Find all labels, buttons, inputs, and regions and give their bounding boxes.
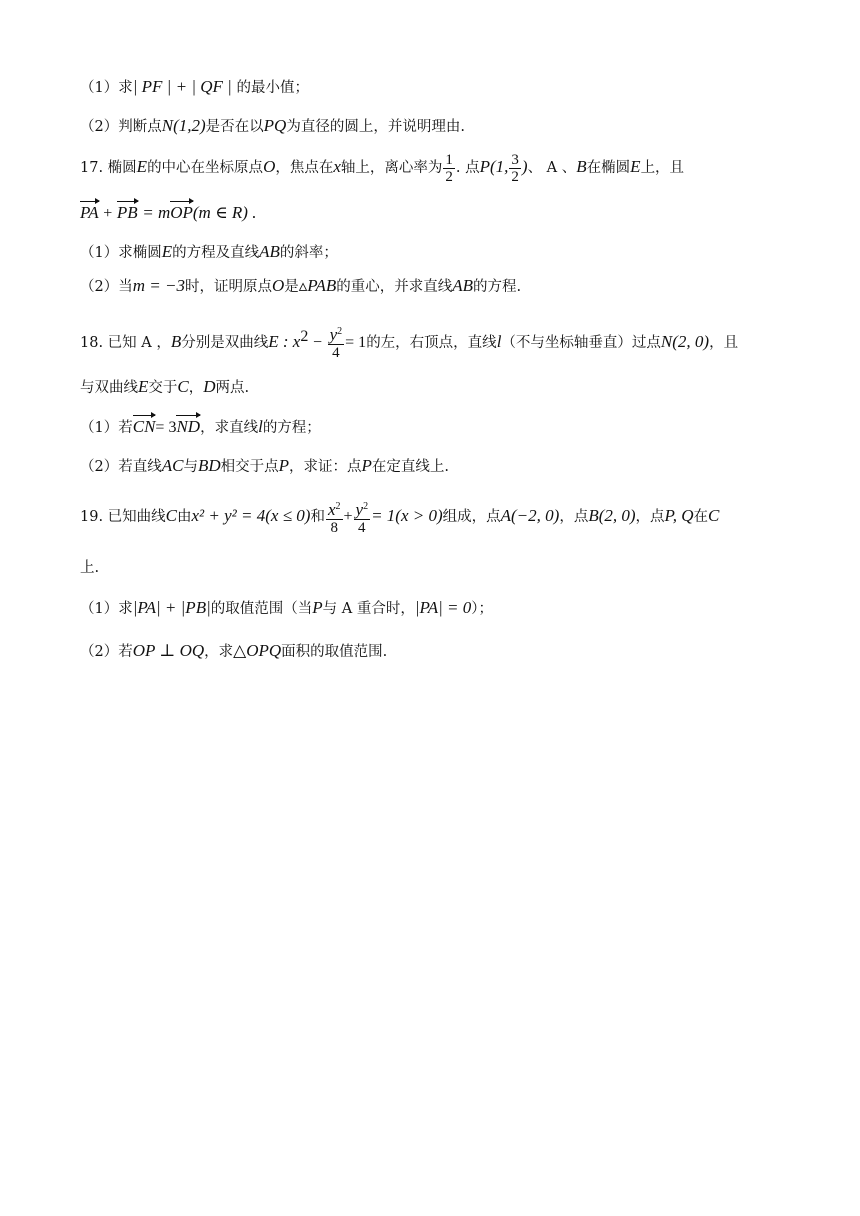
q17-vector-pb: PB — [116, 203, 138, 222]
q18-text-4: （不与坐标轴垂直）过点 — [501, 334, 661, 351]
q18-equals-1: = 1 — [345, 333, 367, 351]
q19-circle-equation: x² + y² = 4(x ≤ 0) — [191, 506, 311, 525]
q17-text-6: 、 A 、 — [527, 160, 577, 176]
q19-text-5: ，点 — [559, 509, 589, 525]
q17-point-p-close: ) — [521, 157, 528, 176]
q18-vector-nd: ND — [176, 417, 201, 436]
q16-segment-pq: PQ — [263, 116, 287, 135]
q19-ellipse-tail: = 1(x > 0) — [371, 506, 443, 525]
q18-symbol-d: D — [203, 377, 216, 396]
q18-vector-cn: CN — [132, 417, 156, 436]
q18-exp-2: 2 — [300, 328, 309, 345]
q16-part1-prefix: （1）求 — [80, 80, 133, 96]
q17-plus: + — [103, 205, 113, 222]
q17-eccentricity-fraction — [443, 152, 455, 185]
q17-point-p-fraction — [509, 152, 521, 185]
q16-point-n: N(1,2) — [161, 116, 206, 135]
q17-number: 17. — [80, 160, 104, 176]
q16-part1 — [80, 76, 780, 99]
q19-part1 — [80, 597, 780, 620]
q18-line2-a: 与双曲线 — [80, 380, 138, 396]
q19-y-fraction — [354, 499, 371, 536]
q17-part1-suffix: 的斜率； — [279, 245, 338, 261]
q19-text-7: 在 — [693, 509, 709, 525]
q19-part2 — [80, 640, 780, 663]
q18-text-2: 分别是双曲线 — [181, 334, 269, 351]
q17-part2-ab: AB — [452, 276, 474, 295]
q19-symbol-c-2: C — [708, 506, 720, 525]
q16-part1-expr: | PF | + | QF | — [132, 77, 232, 96]
q18-symbol-c: C — [177, 377, 189, 396]
q19-part2-end: 面积的取值范围. — [281, 644, 388, 660]
q16-part2 — [80, 115, 780, 138]
q19-x-denominator: 8 — [330, 519, 338, 536]
q19-text-4: 组成，点 — [442, 509, 501, 525]
q17-p-denominator: 2 — [511, 168, 519, 185]
q17-part1-prefix: （1）求椭圆 — [80, 245, 162, 261]
q17-part2-mid: 时，证明原点 — [184, 279, 272, 295]
q19-points-pq: P, Q — [664, 506, 694, 525]
q17-text-8: 上，且 — [640, 160, 685, 176]
q17-p-numerator: 3 — [511, 151, 519, 168]
q17-text-3: ，焦点在 — [275, 160, 334, 176]
q18-point-p: P — [278, 456, 290, 475]
q17-ecc-numerator: 1 — [445, 151, 453, 168]
q19-abs-zero: |PA| = 0 — [414, 598, 472, 617]
q18-point-n: N(2, 0) — [660, 331, 710, 351]
q19-y-exp: 2 — [363, 500, 369, 512]
q17-text-4: 轴上，离心率为 — [340, 160, 443, 176]
q18-minus: − — [312, 333, 322, 351]
q18-part2-mid: 与 — [183, 459, 198, 475]
q18-part1-suffix: ，求直线 — [200, 420, 259, 436]
q17-symbol-b: B — [576, 157, 587, 176]
q17-symbol-e-2: E — [630, 157, 641, 176]
q17-symbol-o: O — [263, 157, 276, 176]
q17-vector-op: OP — [170, 203, 193, 222]
q19-number: 19. — [80, 509, 104, 525]
q19-part1-mid: 的取值范围（当 — [210, 601, 313, 617]
q19-abs-sum: |PA| + |PB| — [132, 598, 211, 617]
q18-y-numerator: y — [329, 325, 338, 345]
q17-part1 — [80, 241, 780, 264]
q18-symbol-b: B — [170, 331, 182, 351]
q19-stem-line1 — [80, 496, 780, 537]
q18-stem-line1 — [80, 318, 780, 362]
q17-part2-o: O — [271, 276, 285, 295]
q19-part2-mid: ，求 — [204, 644, 234, 660]
q17-ecc-denominator: 2 — [445, 168, 453, 185]
q17-text-1: 椭圆 — [107, 160, 137, 176]
q18-text-3: 的左，右顶点，直线 — [366, 334, 497, 351]
q17-part2-mid2: 是 — [284, 279, 299, 295]
q18-part1 — [80, 416, 780, 439]
q18-part1-prefix: （1）若 — [80, 420, 133, 436]
q16-part2-mid: 是否在以 — [205, 119, 264, 135]
q19-point-a: A(−2, 0) — [500, 506, 560, 525]
q19-text-6: ，点 — [635, 509, 665, 525]
q18-line-bd: BD — [197, 456, 221, 475]
q19-part2-prefix: （2）若 — [80, 644, 133, 660]
q17-part1-ab: AB — [259, 242, 280, 261]
q16-part2-prefix: （2）判断点 — [80, 119, 162, 135]
q19-part1-mid2: 与 A 重合时， — [322, 601, 415, 617]
q19-y-denominator: 4 — [358, 519, 366, 536]
q18-stem-line2 — [80, 376, 780, 399]
q18-part2-suffix: ，求证：点 — [289, 459, 362, 475]
q18-part2-mid2: 相交于点 — [220, 459, 279, 475]
q17-vector-equation — [80, 202, 780, 225]
q17-symbol-e: E — [136, 157, 148, 176]
q19-stem-line2 — [80, 557, 780, 579]
q19-text-1: 已知曲线 — [107, 509, 166, 525]
q18-y-denominator: 4 — [332, 345, 340, 362]
q18-text-1: 已知 A ， — [107, 334, 171, 351]
q18-line2-b: 交于 — [148, 380, 178, 396]
q19-point-p: P — [312, 598, 323, 617]
q17-part1-mid: 的方程及直线 — [172, 245, 260, 261]
q18-text-5: ，且 — [709, 334, 739, 351]
q18-symbol-e: E — [138, 377, 149, 396]
q17-text-7: 在椭圆 — [586, 160, 631, 176]
q19-text-2: 由 — [177, 509, 192, 525]
q19-perpendicular: OP ⊥ OQ — [132, 641, 205, 660]
q18-hyperbola-lhs: E : x — [268, 331, 301, 351]
q17-part1-e: E — [161, 242, 173, 261]
q17-triangle-pab: ▵PAB — [298, 276, 337, 295]
q19-triangle-opq: △OPQ — [233, 641, 282, 660]
q19-part1-end: ）； — [471, 601, 493, 617]
q19-text-3: 和 — [310, 509, 325, 525]
q18-part1-l: l — [258, 417, 263, 436]
q19-point-b: B(2, 0) — [588, 506, 636, 525]
q19-x-numerator: x — [327, 499, 336, 519]
q19-x-exp: 2 — [335, 500, 341, 512]
q17-text-5: . 点 — [455, 160, 480, 176]
q19-line2: 上. — [80, 560, 100, 576]
q19-plus: + — [343, 508, 353, 525]
q18-line2-c: ， — [188, 380, 204, 396]
q17-vector-pa: PA — [80, 203, 99, 222]
q18-number: 18. — [80, 334, 104, 351]
q18-point-p-2: P — [361, 456, 372, 475]
q18-part1-end: 的方程； — [262, 420, 321, 436]
q18-y-fraction — [328, 324, 345, 361]
q18-y-exp: 2 — [337, 326, 343, 338]
q17-point-p-open: P(1, — [479, 157, 509, 176]
q17-part2 — [80, 275, 780, 298]
q17-part2-prefix: （2）当 — [80, 279, 133, 295]
q17-stem-line1 — [80, 150, 780, 185]
q16-part2-suffix: 为直径的圆上，并说明理由. — [286, 119, 465, 135]
q17-condition: (m ∈ R) . — [192, 203, 257, 222]
q19-part1-prefix: （1）求 — [80, 601, 133, 617]
q18-equals-3: = 3 — [155, 419, 177, 436]
q16-part1-suffix: 的最小值； — [236, 80, 309, 96]
q17-part2-end: 的方程. — [473, 279, 522, 295]
q18-part2-prefix: （2）若直线 — [80, 459, 162, 475]
q19-symbol-c: C — [165, 506, 178, 525]
q18-line-l: l — [496, 331, 502, 351]
q17-m-value: m = −3 — [132, 276, 185, 295]
q18-line-ac: AC — [161, 456, 184, 475]
q18-part2 — [80, 455, 780, 478]
q19-x-fraction — [326, 499, 343, 536]
q18-part2-end: 在定直线上. — [371, 459, 450, 475]
q17-equals-m: = m — [142, 203, 171, 222]
q19-y-numerator: y — [355, 499, 364, 519]
q17-part2-suffix: 的重心，并求直线 — [336, 279, 453, 295]
q18-line2-d: 两点. — [215, 380, 250, 396]
q17-text-2: 的中心在坐标原点 — [147, 160, 264, 176]
q17-symbol-x: x — [333, 157, 341, 176]
